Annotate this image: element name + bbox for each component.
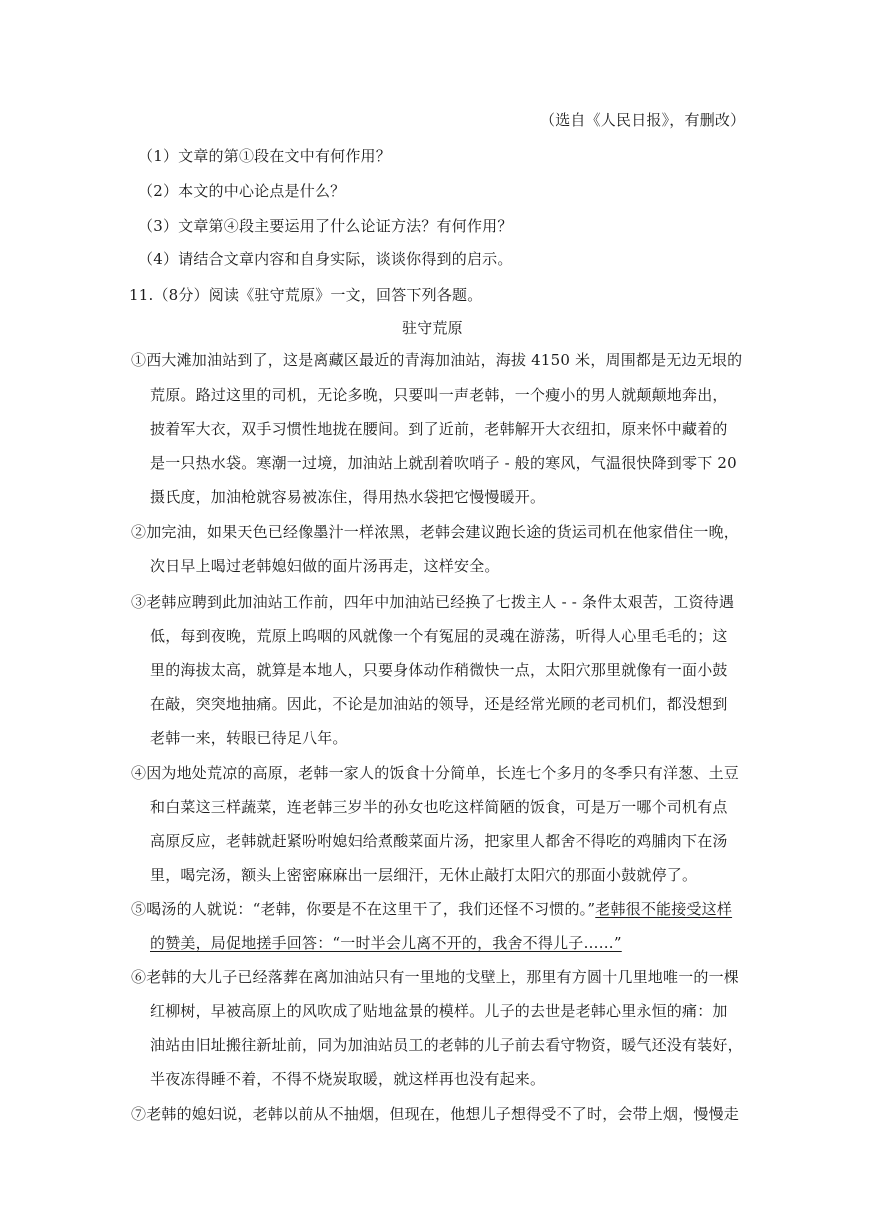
paragraph-line: 在敲，突突地抽痛。因此，不论是加油站的领导，还是经常光顾的老司机们，都没想到 [150, 695, 728, 713]
paragraph-line: 红柳树，早被高原上的风吹成了贴地盆景的模样。儿子的去世是老韩心里永恒的痛：加 [150, 1002, 728, 1020]
paragraph-line: 里，喝完汤，额头上密密麻麻出一层细汗，无休止敲打太阳穴的那面小鼓就停了。 [150, 866, 698, 884]
question-11-heading: 11.（8分）阅读《驻守荒原》一文，回答下列各题。 [129, 286, 483, 304]
paragraph-line: 是一只热水袋。寒潮一过境，加油站上就刮着吹哨子 - 般的寒风，气温很快降到零下 20 [150, 454, 737, 472]
paragraph-line: 摄氏度，加油枪就容易被冻住，得用热水袋把它慢慢暖开。 [150, 488, 546, 506]
paragraph-line: ④因为地处荒凉的高原，老韩一家人的饭食十分简单，长连七个多月的冬季只有洋葱、土豆 [131, 764, 740, 782]
paragraph-line: 老韩一来，转眼已待足八年。 [150, 729, 348, 747]
underlined-sentence: 的赞美，局促地搓手回答：“一时半会儿离不开的，我舍不得儿子……” [150, 934, 622, 952]
paragraph-line: 低，每到夜晚，荒原上呜咽的风就像一个有冤屈的灵魂在游荡，听得人心里毛毛的；这 [150, 627, 728, 645]
paragraph-line [131, 899, 732, 919]
source-citation: （选自《人民日报》，有删改） [540, 111, 746, 129]
passage-title: 驻守荒原 [402, 319, 463, 337]
paragraph-line: 次日早上喝过老韩媳妇做的面片汤再走，这样安全。 [150, 557, 500, 575]
paragraph-line: 高原反应，老韩就赶紧吩咐媳妇给煮酸菜面片汤，把家里人都舍不得吃的鸡脯肉下在汤 [150, 832, 728, 850]
paragraph-line: 半夜冻得睡不着，不得不烧炭取暖，就这样再也没有起来。 [150, 1070, 546, 1088]
paragraph-text: ⑤喝汤的人就说：“老韩，你要是不在这里干了，我们还怪不习惯的。” [131, 900, 596, 918]
paragraph-line: 里的海拔太高，就算是本地人，只要身体动作稍微快一点，太阳穴那里就像有一面小鼓 [150, 661, 728, 679]
paragraph-line: 油站由旧址搬往新址前，同为加油站员工的老韩的儿子前去看守物资，暖气还没有装好， [150, 1036, 743, 1054]
question-4: （4）请结合文章内容和自身实际，谈谈你得到的启示。 [138, 250, 513, 268]
underlined-sentence: 老韩很不能接受这样 [595, 900, 733, 918]
paragraph-line: ⑦老韩的媳妇说，老韩以前从不抽烟，但现在，他想儿子想得受不了时，会带上烟，慢慢走 [131, 1105, 740, 1123]
paragraph-line: 披着军大衣，双手习惯性地拢在腰间。到了近前，老韩解开大衣纽扣，原来怀中藏着的 [150, 420, 728, 438]
question-3: （3）文章第④段主要运用了什么论证方法？有何作用？ [138, 217, 513, 235]
question-1: （1）文章的第①段在文中有何作用？ [138, 147, 391, 165]
paragraph-line: 和白菜这三样蔬菜，连老韩三岁半的孙女也吃这样简陋的饭食，可是万一哪个司机有点 [150, 798, 728, 816]
question-2: （2）本文的中心论点是什么？ [138, 182, 346, 200]
paragraph-line [150, 933, 622, 953]
paragraph-line: ⑥老韩的大儿子已经落葬在离加油站只有一里地的戈壁上，那里有方圆十几里地唯一的一棵 [131, 968, 740, 986]
paragraph-line: ③老韩应聘到此加油站工作前，四年中加油站已经换了七拨主人 - - 条件太艰苦，工资待遇 [131, 593, 735, 611]
paragraph-line: ②加完油，如果天色已经像墨汁一样浓黑，老韩会建议跑长途的货运司机在他家借住一晚， [131, 523, 740, 541]
paragraph-line: ①西大滩加油站到了，这是离藏区最近的青海加油站，海拔 4150 米，周围都是无边无垠的 [131, 351, 743, 369]
paragraph-line: 荒原。路过这里的司机，无论多晚，只要叫一声老韩，一个瘦小的男人就颠颠地奔出， [150, 386, 728, 404]
